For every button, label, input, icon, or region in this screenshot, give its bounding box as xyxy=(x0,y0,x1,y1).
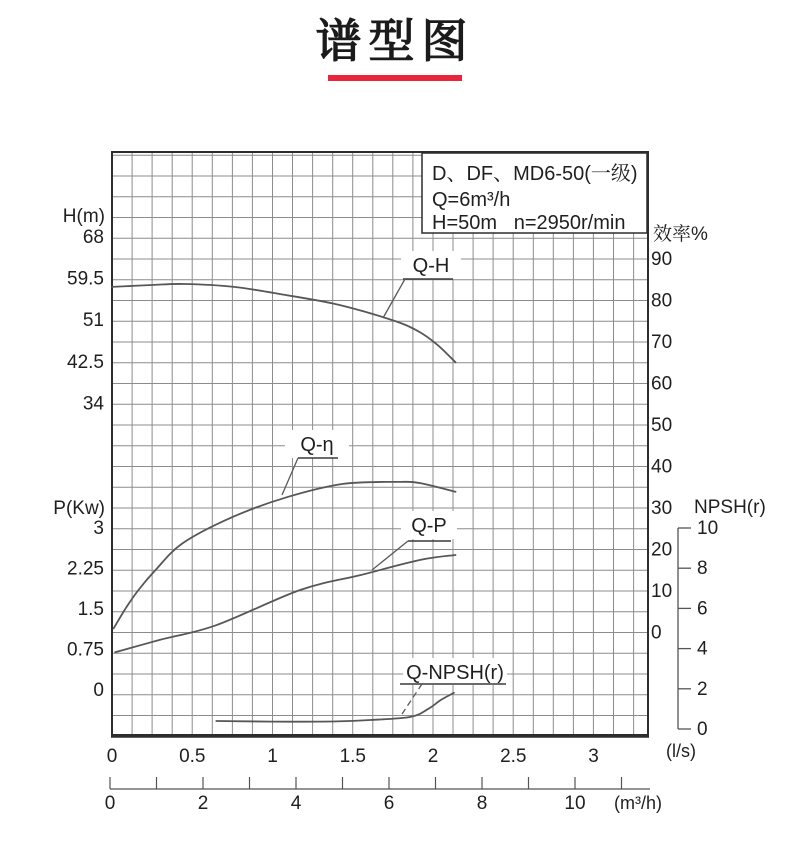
svg-text:Q-P: Q-P xyxy=(411,515,447,537)
axis-flow-ls-unit: (l/s) xyxy=(666,741,696,761)
axis-efficiency xyxy=(651,223,708,644)
svg-text:42.5: 42.5 xyxy=(67,351,104,373)
svg-text:60: 60 xyxy=(651,373,673,395)
title-block xyxy=(0,0,790,81)
axis-npsh-title: NPSH(r) xyxy=(694,497,766,518)
svg-text:8: 8 xyxy=(697,558,708,580)
axis-efficiency-title: 效率% xyxy=(653,224,708,245)
page-title: 谱型图 xyxy=(315,15,475,67)
axis-power xyxy=(53,498,105,701)
svg-text:0: 0 xyxy=(651,622,662,644)
svg-text:Q-NPSH(r): Q-NPSH(r) xyxy=(406,662,504,684)
svg-text:6: 6 xyxy=(697,598,708,620)
svg-text:Q-η: Q-η xyxy=(300,434,334,456)
svg-text:1.5: 1.5 xyxy=(339,746,367,767)
svg-text:20: 20 xyxy=(651,539,673,561)
info-flow: Q=6m³/h xyxy=(432,189,511,211)
info-model: D、DF、MD6-50(一级) xyxy=(432,163,638,185)
info-head-speed: H=50m n=2950r/min xyxy=(432,212,626,234)
svg-text:1.5: 1.5 xyxy=(77,599,104,620)
svg-text:Q-H: Q-H xyxy=(412,255,450,277)
svg-text:4: 4 xyxy=(697,638,708,660)
axis-power-title: P(Kw) xyxy=(53,498,105,519)
svg-text:34: 34 xyxy=(82,393,104,415)
svg-text:40: 40 xyxy=(651,456,673,478)
curve-Q-P xyxy=(115,555,455,652)
svg-text:10: 10 xyxy=(651,581,673,602)
svg-text:50: 50 xyxy=(651,415,673,436)
svg-text:8: 8 xyxy=(476,793,488,814)
svg-text:0: 0 xyxy=(104,793,116,814)
label-Q-H xyxy=(383,251,461,318)
svg-text:30: 30 xyxy=(651,498,673,519)
svg-text:6: 6 xyxy=(383,793,395,814)
svg-text:0.5: 0.5 xyxy=(179,746,206,767)
svg-text:1: 1 xyxy=(267,746,278,767)
svg-text:2: 2 xyxy=(197,793,209,814)
svg-text:0: 0 xyxy=(106,746,118,767)
curves xyxy=(112,284,456,722)
curve-Q-H xyxy=(112,284,456,362)
axis-flow-m3h-unit: (m³/h) xyxy=(614,793,662,813)
grid xyxy=(112,152,648,735)
svg-text:0: 0 xyxy=(697,719,708,740)
svg-text:90: 90 xyxy=(651,249,673,270)
svg-text:51: 51 xyxy=(82,310,104,332)
svg-text:3: 3 xyxy=(93,518,104,539)
curve-Q-η xyxy=(114,482,456,629)
axis-flow-m3h xyxy=(105,777,662,814)
svg-text:59.5: 59.5 xyxy=(67,268,104,290)
svg-text:80: 80 xyxy=(651,290,673,312)
axis-npsh xyxy=(678,497,766,740)
svg-text:2.5: 2.5 xyxy=(500,746,527,767)
svg-text:4: 4 xyxy=(290,793,302,814)
axis-flow-ls xyxy=(107,741,696,767)
svg-text:2.25: 2.25 xyxy=(67,558,104,580)
axis-head xyxy=(63,206,105,414)
svg-text:3: 3 xyxy=(588,746,599,767)
svg-text:70: 70 xyxy=(651,332,673,353)
title-divider xyxy=(328,75,462,81)
axis-head-title: H(m) xyxy=(62,206,105,227)
svg-text:10: 10 xyxy=(697,518,719,539)
info-box xyxy=(422,153,647,234)
svg-text:0: 0 xyxy=(93,680,104,701)
svg-text:0.75: 0.75 xyxy=(67,639,104,661)
svg-text:68: 68 xyxy=(82,227,104,248)
svg-text:10: 10 xyxy=(564,793,586,814)
svg-text:2: 2 xyxy=(427,746,439,767)
svg-text:2: 2 xyxy=(697,678,708,700)
